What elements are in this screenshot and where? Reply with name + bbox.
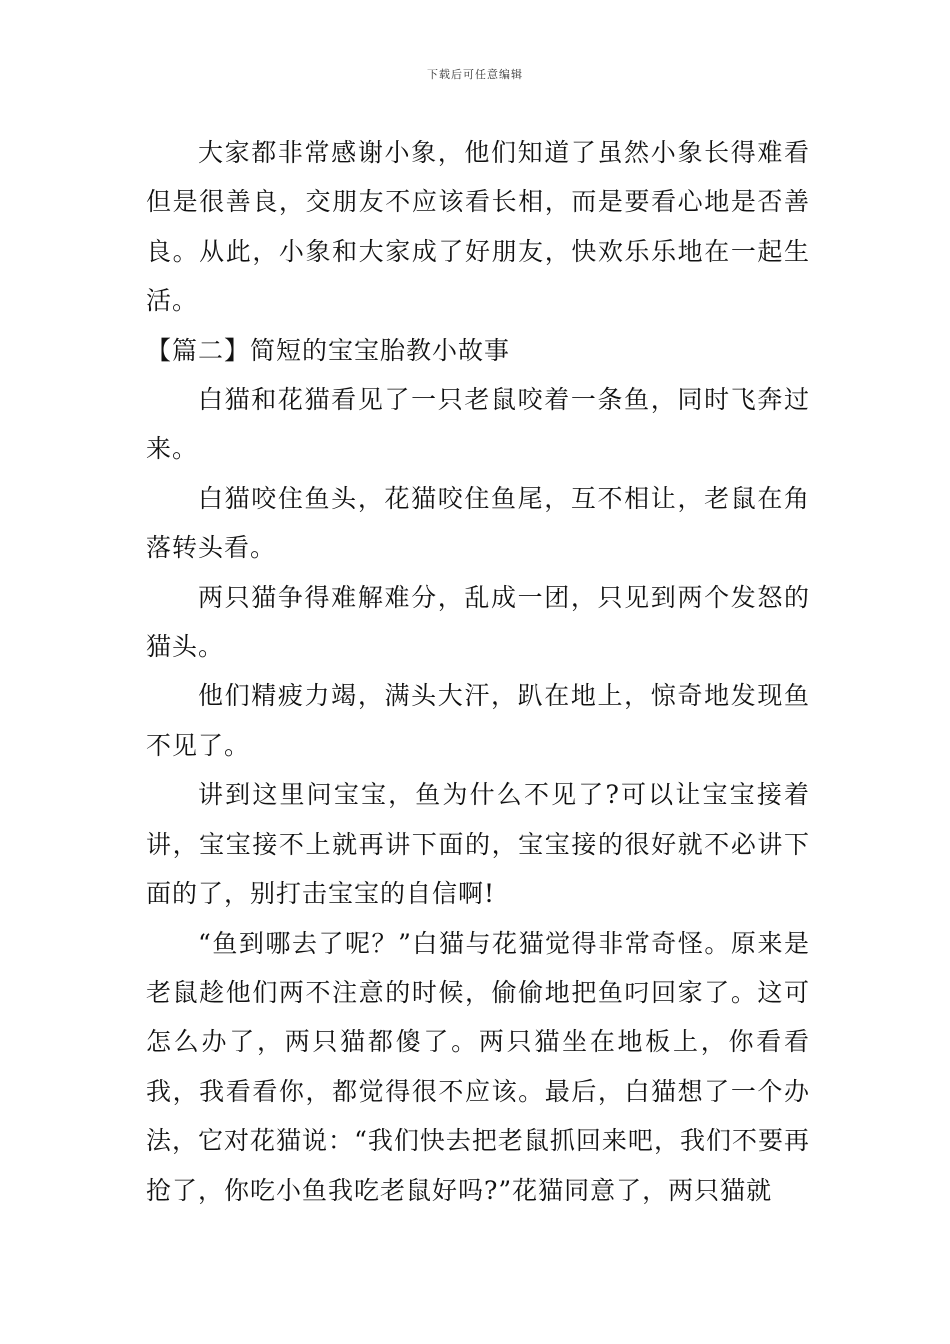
header-note: 下载后可任意编辑 (427, 68, 523, 81)
paragraph-fish-gone: 他们精疲力竭，满头大汗，趴在地上，惊奇地发现鱼不见了。 (146, 681, 810, 760)
document-body (146, 128, 810, 1215)
paragraph-parent-tip: 讲到这里问宝宝，鱼为什么不见了?可以让宝宝接着讲，宝宝接不上就再讲下面的，宝宝接的很好就不必讲下面的了，别打击宝宝的自信啊! (146, 780, 810, 909)
section-title: 【篇二】简短的宝宝胎教小故事 (146, 335, 511, 365)
paragraph-cats-see-mouse: 白猫和花猫看见了一只老鼠咬着一条鱼，同时飞奔过来。 (146, 385, 810, 464)
paragraph-cats-fight: 两只猫争得难解难分，乱成一团，只见到两个发怒的猫头。 (146, 582, 810, 662)
paragraph-elephant-ending: 大家都非常感谢小象，他们知道了虽然小象长得难看但是很善良，交朋友不应该看长相，而是要看心地是否善良。从此，小象和大家成了好朋友，快欢乐乐地在一起生活。 (146, 138, 810, 316)
paragraph-where-fish: “鱼到哪去了呢？”白猫与花猫觉得非常奇怪。原来是老鼠趁他们两不注意的时候，偷偷地把鱼叼回家了。这可怎么办了，两只猫都傻了。两只猫坐在地板上，你看看我，我看看你，都觉得很不应该。最后，白猫想了一个办法，它对花猫说：“我们快去把老鼠抓回来吧，我们不要再抢了，你吃小鱼我吃老鼠好吗?”花猫同意了，两只猫就 (146, 928, 810, 1205)
paragraph-cats-bite-fish: 白猫咬住鱼头，花猫咬住鱼尾，互不相让，老鼠在角落转头看。 (146, 483, 810, 563)
